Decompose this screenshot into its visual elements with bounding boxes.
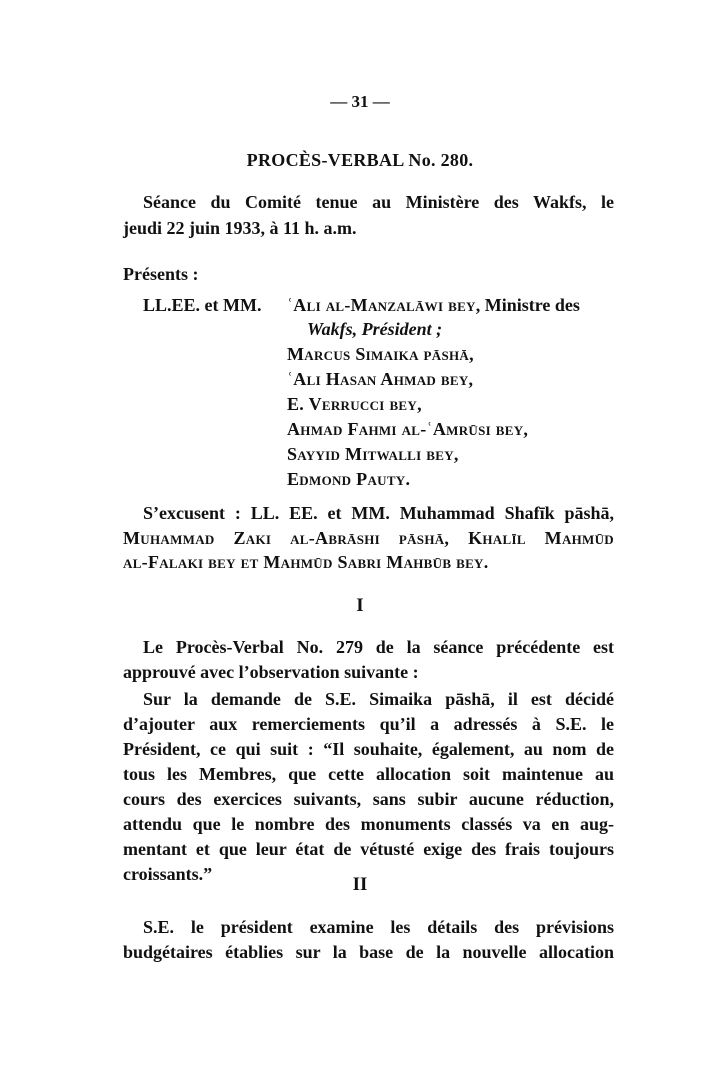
- member-role: Wakfs, Président ;: [307, 319, 443, 339]
- section-numeral-1: I: [356, 595, 364, 616]
- section1-para2-line2: d’ajouter aux remerciements qu’il a adressés à S.E. le: [123, 714, 614, 734]
- section1-para2-line6: attendu que le nombre des monuments classés va en aug-: [123, 814, 614, 834]
- member-entry-6: Ahmad Fahmi al-ʿAmrūsi bey,: [287, 419, 529, 439]
- section1-para2-line7: mentant et que leur état de vétusté exige des frais toujours: [123, 839, 614, 859]
- section2-para1-line1: S.E. le président examine les détails des prévisions: [143, 917, 614, 937]
- member-entry-7: Sayyid Mitwalli bey,: [287, 444, 459, 464]
- excusent-line-3: al-Falaki bey et Mahmūd Sabri Mahbūb bey.: [123, 552, 489, 572]
- member-entry-8: Edmond Pauty.: [287, 469, 411, 489]
- presents-prefix: LL.EE. et MM.: [143, 295, 262, 315]
- member-entry-1: [287, 292, 580, 319]
- seance-line-1: Séance du Comité tenue au Ministère des Wakfs, le: [143, 192, 614, 212]
- seance-line-2: jeudi 22 juin 1933, à 11 h. a.m.: [123, 218, 357, 238]
- section1-para2-line5: cours des exercices suivants, sans subir aucune réduction,: [123, 789, 614, 809]
- page-number: — 31 —: [330, 92, 390, 111]
- section1-para2-line4: tous les Membres, que cette allocation soit maintenue au: [123, 764, 614, 784]
- section-numeral-2: II: [352, 874, 368, 895]
- member-name: ʿAli al-Manzalāwi bey: [287, 295, 476, 315]
- section1-para1-line1: Le Procès-Verbal No. 279 de la séance précédente est: [143, 637, 614, 657]
- section1-para2-line8: croissants.”: [123, 864, 213, 884]
- member-entry-3: Marcus Simaika pāshā,: [287, 344, 474, 364]
- member-role: , Ministre des: [475, 295, 580, 315]
- section1-para2-line1: Sur la demande de S.E. Simaika pāshā, il est décidé: [143, 689, 614, 709]
- section2-para1-line2: budgétaires établies sur la base de la nouvelle allocation: [123, 942, 614, 962]
- page-title: PROCÈS-VERBAL No. 280.: [246, 150, 474, 170]
- member-entry-2: [307, 316, 442, 343]
- presents-label: Présents :: [123, 264, 199, 284]
- section1-para2-line3: Président, ce qui suit : “Il souhaite, également, au nom de: [123, 739, 614, 759]
- member-entry-4: ʿAli Hasan Ahmad bey,: [287, 369, 474, 389]
- section1-para1-line2: approuvé avec l’observation suivante :: [123, 662, 419, 682]
- excusent-line-1: S’excusent : LL. EE. et MM. Muhammad Shafīk pāshā,: [143, 503, 614, 523]
- member-entry-5: E. Verrucci bey,: [287, 394, 422, 414]
- excusent-line-2: Muhammad Zaki al-Abrāshi pāshā, Khalīl Mahmūd: [123, 528, 614, 548]
